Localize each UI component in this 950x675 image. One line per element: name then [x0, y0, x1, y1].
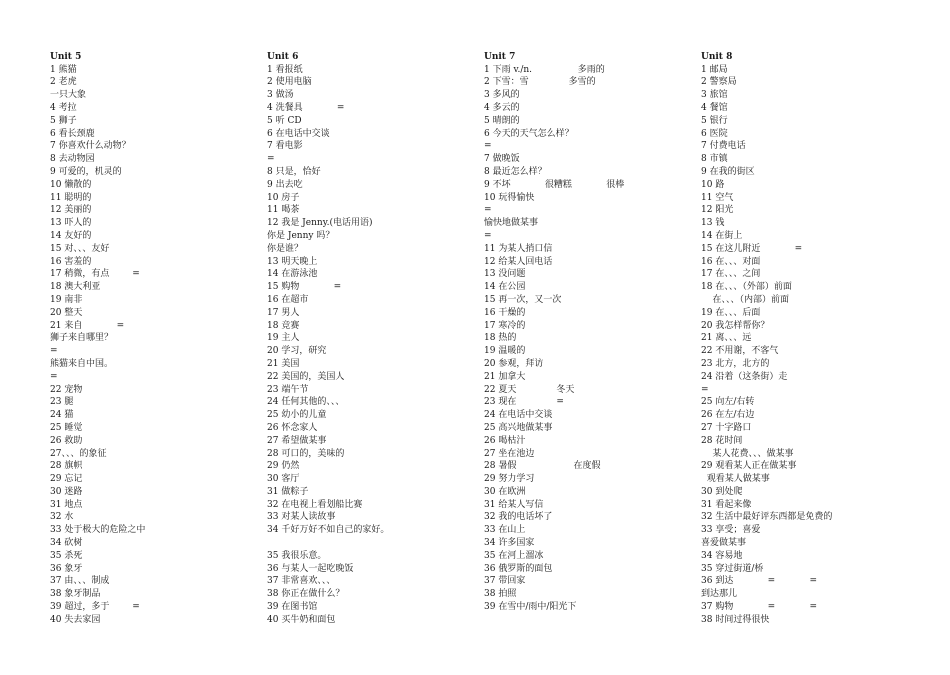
vocab-entry: 2 使用电脑: [267, 77, 312, 88]
vocab-entry: 30 迷路: [50, 486, 83, 497]
vocab-entry: 5 晴朗的: [484, 115, 520, 126]
vocab-entry: 16 害羞的: [50, 256, 92, 267]
vocab-entry: 12 给某人回电话: [484, 256, 553, 267]
vocab-entry: 22 不用谢，不客气: [701, 346, 779, 357]
vocab-entry: 31 看起来像: [701, 499, 752, 510]
vocab-entry: =: [701, 384, 709, 395]
vocab-entry: 22 宠物: [50, 384, 83, 395]
vocab-entry: 10 玩得愉快: [484, 192, 535, 203]
vocab-entry: 32 生活中最好评东西都是免费的: [701, 512, 833, 523]
vocab-entry: 18 澳大利亚: [50, 282, 101, 293]
vocab-entry: 12 我是 Jenny.(电话用语): [267, 218, 373, 229]
vocab-entry: 31 地点: [50, 499, 83, 510]
vocab-entry: =: [267, 154, 275, 165]
vocab-entry: 22 夏天 冬天: [484, 384, 575, 395]
vocab-entry: 38 时间过得很快: [701, 614, 770, 625]
vocab-entry: 7 看电影: [267, 141, 303, 152]
vocab-entry: 7 做晚饭: [484, 154, 520, 165]
vocab-entry: 26 怀念家人: [267, 422, 318, 433]
vocab-entry: 15 在这儿附近 =: [701, 243, 803, 254]
unit-title: Unit 6: [267, 52, 299, 62]
unit-7-column: [484, 51, 689, 614]
vocab-entry: 27 十字路口: [701, 422, 752, 433]
unit-6-column: [267, 51, 472, 627]
vocab-entry: =: [484, 205, 492, 216]
vocab-entry: 26 在左/右边: [701, 410, 755, 421]
vocab-entry: 28 可口的，美味的: [267, 448, 345, 459]
blank-line: [267, 537, 472, 550]
vocab-entry: 33 在山上: [484, 525, 526, 536]
vocab-entry: 33 处于极大的危险之中: [50, 525, 146, 536]
vocab-entry: 24 任何其他的、、、: [267, 397, 345, 408]
vocab-entry: 31 给某人写信: [484, 499, 544, 510]
vocab-entry: 1 熊猫: [50, 64, 77, 75]
vocab-entry: 34 许多国家: [484, 538, 535, 549]
vocab-entry: 29 努力学习: [484, 474, 535, 485]
vocab-entry: 25 向左/右转: [701, 397, 755, 408]
vocab-entry: 21 离、、、远: [701, 333, 752, 344]
vocab-entry: 10 懒散的: [50, 179, 92, 190]
vocab-entry: 2 老虎: [50, 77, 77, 88]
vocab-entry: 2 下雪：雪 多雪的: [484, 77, 596, 88]
unit-5-column: [50, 51, 255, 627]
vocab-entry: 19 南非: [50, 294, 83, 305]
vocab-entry: 40 买牛奶和面包: [267, 614, 336, 625]
vocab-entry: 8 只是，恰好: [267, 166, 321, 177]
vocab-entry: 4 多云的: [484, 102, 520, 113]
vocab-entry: 35 穿过街道/桥: [701, 563, 764, 574]
vocab-entry: 1 邮局: [701, 64, 728, 75]
vocab-entry: 9 出去吃: [267, 179, 303, 190]
vocab-entry: 7 你喜欢什么动物？: [50, 141, 131, 152]
vocab-entry: 10 路: [701, 179, 725, 190]
vocab-entry: 14 在街上: [701, 230, 743, 241]
vocab-entry: 到达那儿: [701, 589, 738, 600]
vocab-entry: 23 北方，北方的: [701, 358, 770, 369]
vocab-entry: 35 在河上溜冰: [484, 550, 544, 561]
vocab-entry: 24 在电话中交谈: [484, 410, 553, 421]
vocab-entry: 37 非常喜欢、、、: [267, 576, 336, 587]
vocab-entry: 17 稍微，有点 =: [50, 269, 140, 280]
vocab-entry: 3 多风的: [484, 90, 520, 101]
vocab-entry: 你是谁？: [267, 243, 304, 254]
unit-title: Unit 7: [484, 52, 516, 62]
vocab-entry: 24 猫: [50, 410, 74, 421]
vocab-entry: 16 在、、、对面: [701, 256, 761, 267]
vocab-entry: 28 暑假 在度假: [484, 461, 601, 472]
vocab-entry: 6 今天的天气怎么样？: [484, 128, 574, 139]
vocab-entry: 28 花时间: [701, 435, 743, 446]
vocab-entry: 18 热的: [484, 333, 517, 344]
vocab-entry: 12 美丽的: [50, 205, 92, 216]
vocab-entry: 39 超过，多于 =: [50, 602, 140, 613]
vocab-entry: 34 千好万好不如自己的家好。: [267, 525, 390, 536]
vocab-entry: =: [50, 371, 58, 382]
vocab-entry: 40 失去家园: [50, 614, 101, 625]
vocab-entry: 38 拍照: [484, 589, 517, 600]
vocab-entry: 37 带回家: [484, 576, 526, 587]
vocab-entry: 6 看长颈鹿: [50, 128, 95, 139]
vocab-entry: 37 购物 = =: [701, 602, 818, 613]
vocab-entry: 20 参观，拜访: [484, 358, 544, 369]
vocab-entry: 22 美国的，美国人: [267, 371, 345, 382]
vocab-entry: 2 警察局: [701, 77, 737, 88]
vocab-entry: 23 端午节: [267, 384, 309, 395]
vocab-entry: 愉快地做某事: [484, 218, 539, 229]
vocab-entry: 13 明天晚上: [267, 256, 318, 267]
vocab-entry: 4 洗餐具 =: [267, 102, 345, 113]
vocab-entry: 39 在雪中/雨中/阳光下: [484, 602, 577, 613]
vocab-entry: 19 主人: [267, 333, 300, 344]
vocab-entry: 喜爱做某事: [701, 538, 747, 549]
vocab-entry: 28 旗帜: [50, 461, 83, 472]
vocab-entry: 你是 Jenny 吗？: [267, 230, 335, 241]
vocab-entry: 19 温暖的: [484, 346, 526, 357]
vocab-entry: 16 在超市: [267, 294, 309, 305]
vocab-entry: 34 容易地: [701, 550, 743, 561]
vocab-entry: 26 喝枯汁: [484, 435, 526, 446]
vocab-entry: 36 到达 = =: [701, 576, 818, 587]
vocab-entry: 3 旅馆: [701, 90, 728, 101]
vocab-entry: 19 在、、、后面: [701, 307, 761, 318]
unit-title: Unit 8: [701, 52, 733, 62]
vocab-entry: 20 学习，研究: [267, 346, 327, 357]
vocab-entry: 9 不坏 很糟糕 很棒: [484, 179, 625, 190]
vocab-entry: 32 我的电话坏了: [484, 512, 553, 523]
vocab-entry: 37 由、、、制成: [50, 576, 110, 587]
vocab-entry: 38 象牙制品: [50, 589, 101, 600]
vocab-entry: 9 在我的街区: [701, 166, 755, 177]
vocab-entry: 33 对某人读故事: [267, 512, 336, 523]
vocab-entry: 某人花费、、、做某事: [701, 448, 794, 459]
vocab-entry: 17 在、、、之间: [701, 269, 761, 280]
vocab-entry: 13 吓人的: [50, 218, 92, 229]
vocab-entry: 5 银行: [701, 115, 728, 126]
vocab-entry: 20 整天: [50, 307, 83, 318]
vocab-entry: 6 在电话中交谈: [267, 128, 330, 139]
vocab-entry: 29 观看某人正在做某事: [701, 461, 797, 472]
vocab-entry: 11 为某人捎口信: [484, 243, 553, 254]
vocab-entry: 1 看报纸: [267, 64, 303, 75]
vocab-entry: 26 救助: [50, 435, 83, 446]
vocab-entry: 21 美国: [267, 358, 300, 369]
vocab-entry: 34 砍树: [50, 538, 83, 549]
vocab-entry: 14 在公园: [484, 282, 526, 293]
vocab-entry: 15 购物 =: [267, 282, 342, 293]
vocab-entry: 29 仍然: [267, 461, 300, 472]
vocab-entry: 13 没问题: [484, 269, 526, 280]
vocab-entry: 11 空气: [701, 192, 734, 203]
vocab-entry: =: [50, 346, 58, 357]
vocab-entry: 18 竞赛: [267, 320, 300, 331]
vocab-entry: 23 腿: [50, 397, 74, 408]
vocab-entry: 4 餐馆: [701, 102, 728, 113]
vocab-entry: =: [484, 230, 492, 241]
vocab-entry: 16 干燥的: [484, 307, 526, 318]
vocab-entry: 20 我怎样帮你？: [701, 320, 770, 331]
vocab-entry: 12 阳光: [701, 205, 734, 216]
vocab-entry: 14 在游泳池: [267, 269, 318, 280]
vocab-entry: 21 加拿大: [484, 371, 526, 382]
vocab-entry: 23 现在 =: [484, 397, 564, 408]
vocab-entry: 31 做粽子: [267, 486, 309, 497]
vocab-entry: 21 来自 =: [50, 320, 125, 331]
vocab-entry: 18 在、、、（外部）前面: [701, 282, 792, 293]
unit-8-column: [701, 51, 906, 627]
vocab-entry: 一只大象: [50, 90, 87, 101]
vocab-entry: 36 与某人一起吃晚饭: [267, 563, 354, 574]
vocab-entry: 狮子来自哪里？: [50, 333, 114, 344]
vocab-entry: 8 市镇: [701, 154, 728, 165]
vocab-entry: 35 我很乐意。: [267, 550, 327, 561]
vocab-entry: 39 在图书馆: [267, 602, 318, 613]
vocab-entry: 17 寒冷的: [484, 320, 526, 331]
vocab-entry: 8 最近怎么样？: [484, 166, 547, 177]
vocab-entry: 17 男人: [267, 307, 300, 318]
vocab-entry: 4 考拉: [50, 102, 77, 113]
vocab-entry: 30 在欧洲: [484, 486, 526, 497]
vocab-entry: 5 狮子: [50, 115, 77, 126]
vocab-entry: 15 再一次，又一次: [484, 294, 562, 305]
vocab-entry: =: [484, 141, 492, 152]
vocab-entry: 14 友好的: [50, 230, 92, 241]
vocab-entry: 32 在电视上看划船比赛: [267, 499, 363, 510]
vocab-entry: 25 幼小的儿童: [267, 410, 327, 421]
vocab-entry: 10 房子: [267, 192, 300, 203]
vocab-entry: 36 俄罗斯的面包: [484, 563, 553, 574]
vocab-entry: 27、、、的象征: [50, 448, 107, 459]
vocab-entry: 11 聪明的: [50, 192, 92, 203]
vocab-entry: 在、、、（内部）前面: [701, 294, 789, 305]
vocab-entry: 27 希望做某事: [267, 435, 327, 446]
vocab-entry: 25 高兴地做某事: [484, 422, 553, 433]
vocab-entry: 36 象牙: [50, 563, 83, 574]
vocab-entry: 1 下雨 v./n. 多雨的: [484, 64, 605, 75]
vocab-entry: 35 杀死: [50, 550, 83, 561]
vocab-entry: 15 对、、、友好: [50, 243, 110, 254]
vocab-entry: 24 沿着（这条街）走: [701, 371, 788, 382]
vocab-entry: 30 到处爬: [701, 486, 743, 497]
vocab-entry: 9 可爱的，机灵的: [50, 166, 122, 177]
vocab-entry: 8 去动物园: [50, 154, 95, 165]
vocab-entry: 6 医院: [701, 128, 728, 139]
vocab-entry: 观看某人做某事: [701, 474, 770, 485]
vocab-entry: 29 忘记: [50, 474, 83, 485]
vocab-entry: 27 坐在池边: [484, 448, 535, 459]
vocab-entry: 30 客厅: [267, 474, 300, 485]
vocab-entry: 熊猫来自中国。: [50, 358, 114, 369]
vocab-entry: 32 水: [50, 512, 74, 523]
vocab-entry: 7 付费电话: [701, 141, 746, 152]
vocab-entry: 25 睡觉: [50, 422, 83, 433]
vocab-entry: 5 听 CD: [267, 115, 302, 126]
vocab-entry: 38 你正在做什么？: [267, 589, 345, 600]
vocab-entry: 13 钱: [701, 218, 725, 229]
vocab-entry: 11 喝茶: [267, 205, 300, 216]
vocab-entry: 3 做汤: [267, 90, 294, 101]
unit-title: Unit 5: [50, 52, 82, 62]
vocab-entry: 33 享受；喜爱: [701, 525, 761, 536]
